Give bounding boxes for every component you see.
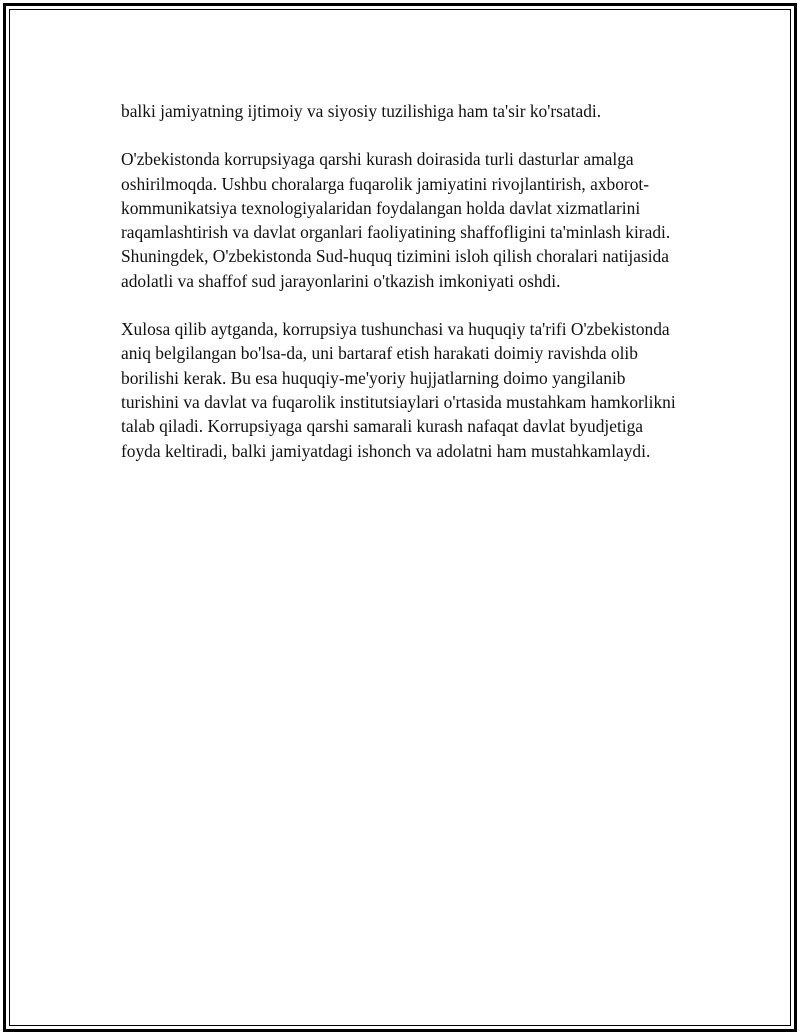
paragraph-2: O'zbekistonda korrupsiyaga qarshi kurash doirasida turli dasturlar amalga oshirilmoqda. Ushbu choralarga fuqarolik jamiyatini rivojlantirish, axborot-kommunikatsiya texnologiyalaridan foydalangan holda davlat xizmatlarini raqamlashtirish va davlat organlari faoliyatining shaffofligini ta'minlash kiradi. Shuningdek, O'zbekistonda Sud-huquq tizimini isloh qilish choralari natijasida adolatli va shaffof sud jarayonlarini o'tkazish imkoniyati oshdi. bbox=[121, 149, 671, 291]
paragraph-1: balki jamiyatning ijtimoiy va siyosiy tuzilishiga ham ta'sir ko'rsatadi. bbox=[121, 101, 602, 121]
document-body bbox=[121, 99, 681, 487]
paragraph-3: Xulosa qilib aytganda, korrupsiya tushunchasi va huquqiy ta'rifi O'zbekistonda aniq belgilangan bo'lsa-da, uni bartaraf etish harakati doimiy ravishda olib borilishi kerak. Bu esa huquqiy-me'yoriy hujjatlarning doimo yangilanib turishini va davlat va fuqarolik institutsiaylari o'rtasida mustahkam hamkorlikni talab qiladi. Korrupsiyaga qarshi samarali kurash nafaqat davlat byudjetiga foyda keltiradi, balki jamiyatdagi ishonch va adolatni ham mustahkamlaydi. bbox=[121, 319, 676, 461]
page-frame bbox=[3, 3, 797, 1032]
